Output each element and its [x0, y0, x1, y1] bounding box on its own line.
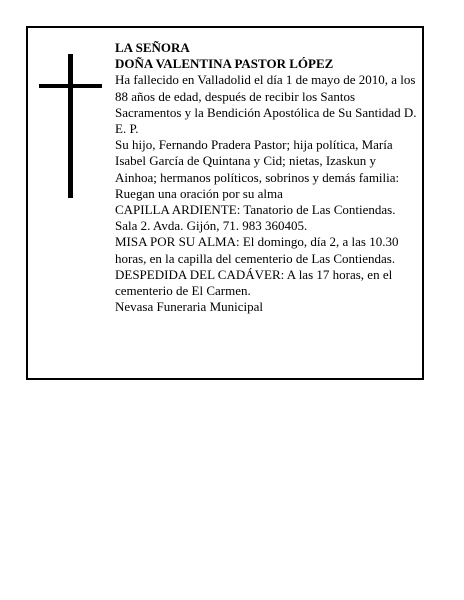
heading-title: LA SEÑORA: [115, 40, 190, 55]
cross-icon-horizontal: [39, 84, 102, 88]
obituary-notice: [26, 26, 424, 380]
funeral-home: Nevasa Funeraria Municipal: [115, 299, 264, 315]
mass-info: MISA POR SU ALMA: El domingo, día 2, a las 10.30 horas, en la capilla del cementerio de Las Contiendas.: [115, 234, 399, 266]
chapel-info: CAPILLA ARDIENTE: Tanatorio de Las Contiendas. Sala 2. Avda. Gijón, 71. 983 360405.: [115, 202, 396, 234]
cross-icon-vertical: [68, 54, 73, 198]
deceased-name: DOÑA VALENTINA PASTOR LÓPEZ: [115, 56, 334, 72]
family-list: Su hijo, Fernando Pradera Pastor; hija política, María Isabel García de Quintana y Cid; nietas, Izaskun y Ainhoa; hermanos políticos, sobrinos y demás familia: Ruegan una oración por su alma: [115, 137, 400, 201]
notice-text: [115, 40, 420, 315]
death-announcement: Ha fallecido en Valladolid el día 1 de mayo de 2010, a los 88 años de edad, después de recibir los Santos Sacramentos y la Bendición Apostólica de Su Santidad D. E. P.: [115, 72, 417, 137]
farewell-info: DESPEDIDA DEL CADÁVER: A las 17 horas, en el cementerio de El Carmen.: [115, 266, 393, 299]
